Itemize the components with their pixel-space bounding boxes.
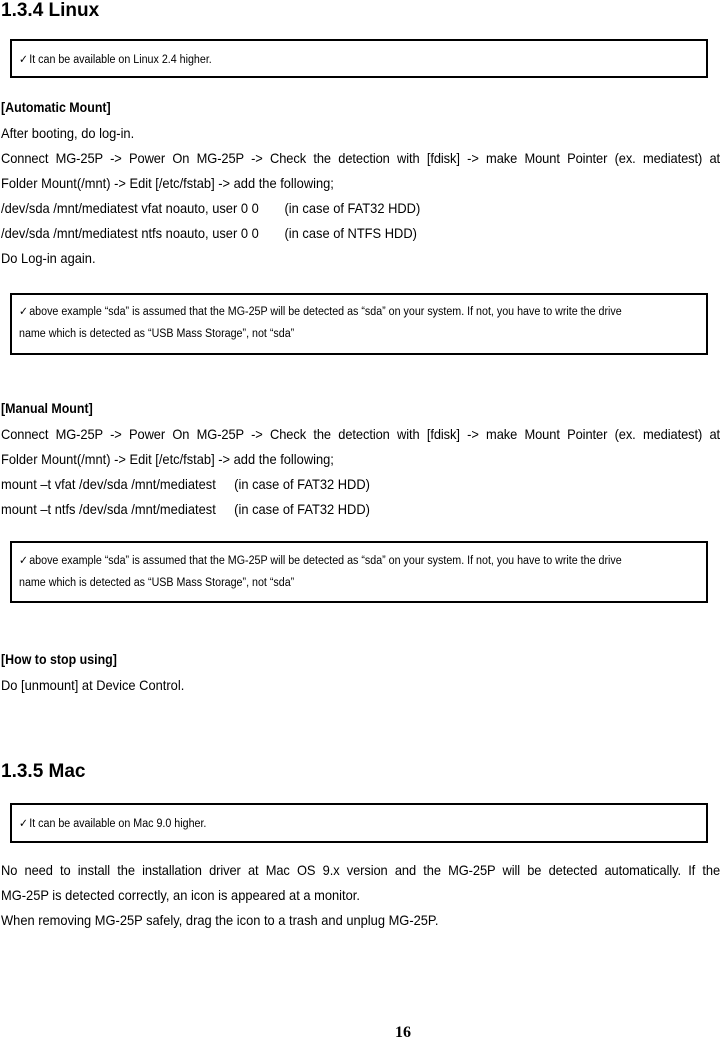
mac-requirement-box [10, 803, 708, 843]
manual-mount-note-box [10, 541, 708, 603]
mac-para-1a: No need to install the installation driver at Mac OS 9.x version and the MG-25P will be detected automatically. If the [1, 862, 721, 878]
manual-mount-cmd-2: mount –t ntfs /dev/sda /mnt/mediatest (in case of FAT32 HDD) [1, 501, 370, 517]
manual-mount-line-2b: Folder Mount(/mnt) -> Edit [/etc/fstab] -> add the following; [1, 451, 334, 467]
auto-mount-line-2b: Folder Mount(/mnt) -> Edit [/etc/fstab] -> add the following; [1, 175, 334, 191]
manual-mount-title: [Manual Mount] [1, 401, 93, 416]
page-number: 16 [395, 1024, 411, 1041]
manual-mount-cmd-1: mount –t vfat /dev/sda /mnt/mediatest (in case of FAT32 HDD) [1, 476, 370, 492]
auto-mount-note-box [10, 293, 708, 355]
stop-using-title: [How to stop using] [1, 652, 117, 667]
auto-mount-cmd-1: /dev/sda /mnt/mediatest vfat noauto, user 0 0 (in case of FAT32 HDD) [1, 200, 421, 216]
manual-mount-line-2a: Connect MG-25P -> Power On MG-25P -> Check the detection with [fdisk] -> make Mount Pointer (ex. mediatest) at [1, 426, 721, 442]
manual-mount-note-b: name which is detected as “USB Mass Storage”, not “sda” [19, 577, 295, 589]
section-heading-mac: 1.3.5 Mac [1, 761, 86, 782]
checkmark-icon: ✓ [19, 555, 28, 567]
auto-mount-line-1: After booting, do log-in. [1, 125, 135, 141]
auto-mount-note-a: above example “sda” is assumed that the MG-25P will be detected as “sda” on your system. If not, you have to write the drive [29, 306, 622, 318]
checkmark-icon: ✓ [19, 818, 28, 830]
linux-requirement-box [10, 39, 708, 78]
mac-para-1b: MG-25P is detected correctly, an icon is appeared at a monitor. [1, 887, 360, 903]
checkmark-icon: ✓ [19, 54, 28, 66]
stop-using-line-1: Do [unmount] at Device Control. [1, 677, 185, 693]
auto-mount-line-3: Do Log-in again. [1, 250, 96, 266]
section-heading-linux: 1.3.4 Linux [1, 0, 100, 21]
mac-requirement-note: It can be available on Mac 9.0 higher. [29, 818, 207, 830]
checkmark-icon: ✓ [19, 306, 28, 318]
manual-mount-note-a: above example “sda” is assumed that the MG-25P will be detected as “sda” on your system. If not, you have to write the drive [29, 555, 622, 567]
mac-para-2: When removing MG-25P safely, drag the icon to a trash and unplug MG-25P. [1, 912, 439, 928]
auto-mount-note-b: name which is detected as “USB Mass Storage”, not “sda” [19, 328, 295, 340]
automatic-mount-title: [Automatic Mount] [1, 100, 111, 115]
linux-requirement-note: It can be available on Linux 2.4 higher. [29, 54, 212, 66]
auto-mount-cmd-2: /dev/sda /mnt/mediatest ntfs noauto, user 0 0 (in case of NTFS HDD) [1, 225, 417, 241]
auto-mount-line-2a: Connect MG-25P -> Power On MG-25P -> Check the detection with [fdisk] -> make Mount Pointer (ex. mediatest) at [1, 150, 721, 166]
